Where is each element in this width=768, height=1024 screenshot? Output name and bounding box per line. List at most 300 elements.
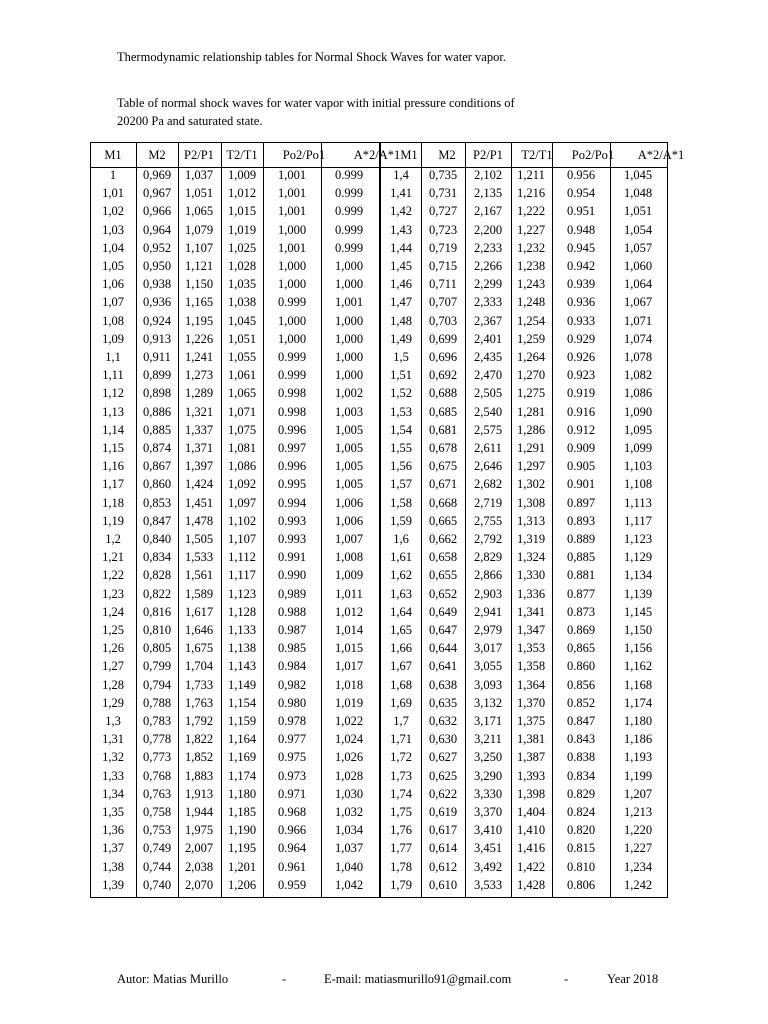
table-cell: 1,36 [102, 823, 124, 838]
table-cell: 1,763 [184, 695, 214, 710]
table-cell: 1,04 [102, 240, 124, 255]
column-header: A*2/A*1 [353, 148, 401, 162]
table-cell: 1,123 [227, 586, 257, 601]
table-cell: 2,575 [473, 422, 503, 437]
table-cell: 0.987 [277, 623, 307, 637]
table-cell: 1,617 [184, 604, 214, 619]
table-cell: 1,227 [516, 222, 546, 237]
table-cell: 1,156 [623, 641, 653, 656]
table-cell: 1,371 [184, 441, 214, 455]
table-cell: 1,107 [184, 240, 214, 255]
column-header: T2/T1 [521, 148, 553, 162]
table-cell: 1,29 [102, 695, 124, 710]
table-cell: 0,886 [142, 404, 172, 419]
table-cell: 1,5 [393, 350, 409, 364]
table-description [117, 94, 587, 130]
table-cell: 2,505 [473, 386, 503, 401]
column-rule [552, 143, 553, 897]
table-cell: 1,159 [227, 714, 257, 728]
table-cell: 3,492 [473, 859, 503, 874]
table-cell: 0,853 [142, 495, 172, 510]
table-cell: 1,143 [227, 659, 257, 674]
table-cell: 0,924 [142, 313, 172, 328]
table-cell: 1,65 [390, 623, 412, 637]
table-cell: 1,139 [623, 586, 653, 601]
table-cell: 1,64 [390, 604, 412, 619]
footer-year: Year 2018 [607, 972, 659, 986]
table-cell: 0,675 [428, 459, 458, 474]
table-cell: 1,2 [105, 532, 121, 546]
table-cell: 0.993 [277, 532, 307, 546]
table-cell: 1,347 [516, 623, 546, 637]
table-cell: 1,206 [227, 877, 257, 892]
table-cell: 1,164 [227, 732, 257, 747]
table-cell: 1,66 [390, 641, 412, 656]
table-cell: 0,625 [428, 768, 458, 783]
table-cell: 0,788 [142, 695, 172, 710]
table-cell: 0.815 [566, 841, 596, 856]
table-cell: 1,358 [516, 659, 546, 674]
table-cell: 0.936 [566, 295, 596, 310]
table-cell: 1,195 [184, 313, 214, 328]
table-cell: 1,416 [516, 841, 546, 856]
table-cell: 1,005 [334, 459, 364, 474]
table-cell: 1,73 [390, 768, 412, 783]
table-cell: 1,024 [334, 732, 364, 747]
table-cell: 0,913 [142, 331, 172, 346]
table-cell: 0.824 [566, 805, 596, 819]
column-header: M1 [400, 148, 418, 162]
table-cell: 1,792 [184, 714, 214, 728]
table-cell: 2,866 [473, 568, 503, 583]
intro-line-2: 20200 Pa and saturated state. [117, 114, 263, 128]
table-cell: 1,53 [390, 404, 412, 419]
table-cell: 1,009 [227, 168, 257, 182]
table-cell: 1,364 [516, 677, 546, 692]
footer-email: E-mail: matiasmurillo91@gmail.com [324, 972, 512, 986]
table-cell: 1,022 [334, 714, 364, 728]
table-cell: 0,696 [428, 350, 458, 364]
table-cell: 0,834 [142, 550, 172, 565]
table-cell: 1,254 [516, 313, 546, 328]
table-cell: 1,31 [102, 732, 124, 747]
table-cell: 1,51 [390, 368, 412, 383]
table-cell: 1,341 [516, 604, 546, 619]
table-cell: 0,911 [143, 350, 171, 364]
table-cell: 1,064 [623, 277, 653, 292]
table-cell: 1,000 [334, 350, 364, 364]
table-cell: 1,222 [516, 204, 546, 219]
column-rule [321, 143, 322, 897]
table-cell: 1,123 [623, 532, 653, 546]
table-cell: 1,129 [623, 550, 653, 565]
table-cell: 1,003 [334, 404, 364, 419]
table-cell: 1,646 [184, 623, 214, 637]
table-cell: 2,007 [184, 841, 214, 856]
table-cell: 1,49 [390, 331, 412, 346]
table-cell: 1,79 [390, 877, 412, 892]
table-cell: 0,688 [428, 386, 458, 401]
table-cell: 1,11 [102, 368, 124, 383]
table-cell: 2,540 [473, 404, 503, 419]
table-cell: 1,086 [227, 459, 257, 474]
document-title: Thermodynamic relationship tables for Normal Shock Waves for water vapor. [117, 50, 506, 64]
table-cell: 1,337 [184, 422, 214, 437]
table-cell: 0.999 [334, 168, 364, 182]
table-cell: 2,233 [473, 240, 503, 255]
table-cell: 0.847 [566, 714, 596, 728]
table-cell: 1,000 [277, 313, 307, 328]
table-cell: 0.912 [566, 422, 596, 437]
table-cell: 1,018 [334, 677, 364, 692]
table-cell: 1,227 [623, 841, 653, 856]
table-cell: 1,286 [516, 422, 546, 437]
table-cell: 1,015 [227, 204, 257, 219]
table-cell: 1,05 [102, 259, 124, 273]
table-cell: 1,001 [334, 295, 364, 310]
table-cell: 1,138 [227, 641, 257, 656]
table-cell: 1,410 [516, 823, 546, 838]
table-cell: 0,952 [142, 240, 172, 255]
table-cell: 1,822 [184, 732, 214, 747]
table-cell: 1,428 [516, 877, 546, 892]
table-cell: 0,938 [142, 277, 172, 292]
table-cell: 1,150 [184, 277, 214, 292]
table-cell: 0.901 [566, 477, 596, 492]
table-cell: 1,000 [334, 331, 364, 346]
table-cell: 1,174 [623, 695, 653, 710]
shock-wave-table [90, 142, 685, 898]
table-cell: 0.877 [566, 586, 596, 601]
table-cell: 0.975 [277, 750, 307, 765]
table-cell: 0.997 [277, 441, 307, 455]
table-cell: 0.996 [277, 422, 307, 437]
table-cell: 3,451 [473, 841, 503, 856]
table-cell: 0,840 [142, 532, 172, 546]
table-cell: 1,045 [227, 313, 257, 328]
table-cell: 0,723 [428, 222, 458, 237]
table-cell: 1,207 [623, 786, 653, 801]
table-cell: 1,308 [516, 495, 546, 510]
table-cell: 3,410 [473, 823, 503, 838]
table-cell: 1,561 [184, 568, 214, 583]
table-cell: 1,505 [184, 532, 214, 546]
table-cell: 0.820 [566, 823, 596, 838]
table-cell: 2,792 [473, 532, 503, 546]
table-cell: 0.843 [566, 732, 596, 747]
table-cell: 0,966 [142, 204, 172, 219]
table-cell: 1,37 [102, 841, 124, 856]
table-cell: 0.939 [566, 277, 596, 292]
table-cell: 2,646 [473, 459, 503, 474]
table-cell: 1,77 [390, 841, 412, 856]
table-cell: 1,180 [227, 786, 257, 801]
table-cell: 1,095 [623, 422, 653, 437]
table-cell: 0,749 [142, 841, 172, 856]
table-cell: 1,291 [516, 441, 546, 455]
table-cell: 1,02 [102, 204, 124, 219]
table-cell: 0.968 [277, 805, 307, 819]
table-cell: 0.994 [277, 495, 307, 510]
table-cell: 1,45 [390, 259, 412, 273]
table-cell: 1,264 [516, 350, 546, 364]
table-cell: 1,030 [334, 786, 364, 801]
table-cell: 1,675 [184, 641, 214, 656]
table-cell: 0,619 [428, 805, 458, 819]
table-cell: 1,25 [102, 623, 124, 637]
table-cell: 0.999 [277, 350, 307, 364]
table-cell: 2,611 [474, 441, 502, 455]
table-cell: 2,682 [473, 477, 503, 492]
table-cell: 0,678 [428, 441, 458, 455]
table-cell: 2,070 [184, 877, 214, 892]
table-cell: 0,847 [142, 513, 172, 528]
table-cell: 1,006 [334, 495, 364, 510]
table-cell: 0,898 [142, 386, 172, 401]
table-cell: 2,200 [473, 222, 503, 237]
table-cell: 1,117 [624, 513, 652, 528]
table-cell: 1,24 [102, 604, 124, 619]
table-cell: 0,715 [428, 259, 458, 273]
table-cell: 1,375 [516, 714, 546, 728]
table-cell: 0.999 [334, 240, 364, 255]
table-cell: 3,132 [473, 695, 503, 710]
table-cell: 1,075 [227, 422, 257, 437]
table-cell: 1,975 [184, 823, 214, 838]
table-cell: 0.973 [277, 768, 307, 783]
table-cell: 0.999 [277, 295, 307, 310]
table-cell: 1,012 [227, 186, 257, 201]
table-cell: 1,21 [102, 550, 124, 565]
table-cell: 1,051 [623, 204, 653, 219]
table-cell: 1,005 [334, 422, 364, 437]
table-cell: 0.956 [566, 168, 596, 182]
table-cell: 1,324 [516, 550, 546, 565]
table-cell: 0.893 [566, 513, 596, 528]
table-cell: 1,733 [184, 677, 214, 692]
table-cell: 0,740 [142, 877, 172, 892]
table-cell: 1,39 [102, 877, 124, 892]
table-cell: 1,032 [334, 805, 364, 819]
table-cell: 1,193 [623, 750, 653, 765]
table-cell: 0,794 [142, 677, 172, 692]
table-cell: 1,68 [390, 677, 412, 692]
table-cell: 1,319 [516, 532, 546, 546]
table-cell: 0,967 [142, 186, 172, 201]
table-cell: 1,61 [390, 550, 412, 565]
table-cell: 1,103 [623, 459, 653, 474]
table-cell: 0,989 [277, 586, 307, 601]
table-cell: 0.929 [566, 331, 596, 346]
table-cell: 1,54 [390, 422, 412, 437]
table-cell: 0.852 [566, 695, 596, 710]
table-cell: 0.923 [566, 368, 596, 383]
table-cell: 0,638 [428, 677, 458, 692]
table-cell: 0.810 [566, 859, 596, 874]
table-cell: 0.860 [566, 659, 596, 674]
table-cell: 1,09 [102, 331, 124, 346]
table-cell: 2,829 [473, 550, 503, 565]
table-cell: 1,913 [184, 786, 214, 801]
table-cell: 1,028 [227, 259, 257, 273]
table-cell: 0.998 [277, 404, 307, 419]
table-cell: 1,451 [184, 495, 214, 510]
table-cell: 1,270 [516, 368, 546, 383]
table-cell: 1,078 [623, 350, 653, 364]
table-cell: 1,001 [277, 204, 307, 219]
table-cell: 1,112 [228, 550, 256, 565]
table-cell: 0.838 [566, 750, 596, 765]
table-cell: 3,171 [473, 714, 503, 728]
table-cell: 1,220 [623, 823, 653, 838]
table-cell: 1,243 [516, 277, 546, 292]
table-cell: 1,4 [393, 168, 409, 182]
table-cell: 1,019 [227, 222, 257, 237]
table-cell: 1,001 [277, 240, 307, 255]
table-cell: 2,941 [473, 604, 503, 619]
table-cell: 1,852 [184, 750, 214, 765]
table-cell: 1,107 [227, 532, 257, 546]
table-cell: 1,56 [390, 459, 412, 474]
table-cell: 1,162 [623, 659, 653, 674]
table-cell: 1,01 [102, 186, 124, 201]
table-cell: 1,33 [102, 768, 124, 783]
table-cell: 0,671 [428, 477, 458, 492]
table-cell: 1,58 [390, 495, 412, 510]
table-cell: 1,63 [390, 586, 412, 601]
table-cell: 1,424 [184, 477, 214, 492]
table-cell: 0,874 [142, 441, 172, 455]
table-cell: 1,41 [390, 186, 412, 201]
table-cell: 1,092 [227, 477, 257, 492]
table-cell: 1,006 [334, 513, 364, 528]
table-cell: 0.869 [566, 623, 596, 637]
table-cell: 0,699 [428, 331, 458, 346]
table-cell: 0,662 [428, 532, 458, 546]
table-cell: 2,719 [473, 495, 503, 510]
table-cell: 1,19 [102, 513, 124, 528]
table-cell: 0,860 [142, 477, 172, 492]
table-cell: 3,250 [473, 750, 503, 765]
table-cell: 1 [109, 168, 117, 182]
table-cell: 0,969 [142, 168, 172, 182]
table-cell: 1,034 [334, 823, 364, 838]
table-cell: 0,614 [428, 841, 458, 856]
table-cell: 0.916 [566, 404, 596, 419]
table-cell: 3,211 [474, 732, 502, 747]
table-cell: 1,201 [227, 859, 257, 874]
table-cell: 0.999 [334, 186, 364, 201]
table-cell: 1,59 [390, 513, 412, 528]
table-cell: 2,367 [473, 313, 503, 328]
table-cell: 0,982 [277, 677, 307, 692]
table-cell: 1,000 [334, 277, 364, 292]
table-cell: 0,649 [428, 604, 458, 619]
table-cell: 0,630 [428, 732, 458, 747]
table-cell: 0,768 [142, 768, 172, 783]
table-cell: 1,028 [334, 768, 364, 783]
table-cell: 1,78 [390, 859, 412, 874]
table-cell: 1,259 [516, 331, 546, 346]
table-cell: 1,69 [390, 695, 412, 710]
table-cell: 0,622 [428, 786, 458, 801]
table-cell: 2,903 [473, 586, 503, 601]
table-cell: 0,828 [142, 568, 172, 583]
table-cell: 0.834 [566, 768, 596, 783]
table-cell: 1,944 [184, 805, 214, 819]
table-cell: 1,330 [516, 568, 546, 583]
column-rule [263, 143, 264, 897]
table-cell: 0,936 [142, 295, 172, 310]
table-cell: 1,08 [102, 313, 124, 328]
table-cell: 0.948 [566, 222, 596, 237]
table-cell: 1,169 [227, 750, 257, 765]
table-cell: 0.999 [277, 368, 307, 383]
table-cell: 1,000 [277, 259, 307, 273]
table-cell: 1,241 [184, 350, 214, 364]
table-cell: 0,647 [428, 623, 458, 637]
table-cell: 1,185 [227, 805, 257, 819]
table-cell: 1,398 [516, 786, 546, 801]
table-cell: 0,610 [428, 877, 458, 892]
column-header: Po2/Po1 [282, 148, 326, 162]
column-header: P2/P1 [184, 148, 214, 162]
table-cell: 0.881 [566, 568, 596, 583]
table-cell: 0,632 [428, 714, 458, 728]
table-cell: 1,000 [334, 313, 364, 328]
table-cell: 1,012 [334, 604, 364, 619]
table-cell: 1,000 [334, 368, 364, 383]
table-cell: 0,692 [428, 368, 458, 383]
table-cell: 0,731 [428, 186, 458, 201]
table-cell: 1,12 [102, 386, 124, 401]
table-cell: 1,079 [184, 222, 214, 237]
table-cell: 1,393 [516, 768, 546, 783]
table-cell: 1,154 [227, 695, 257, 710]
table-cell: 1,242 [623, 877, 653, 892]
table-cell: 1,213 [623, 805, 653, 819]
table-cell: 3,055 [473, 659, 503, 674]
column-rule [421, 143, 422, 897]
table-cell: 1,353 [516, 641, 546, 656]
table-cell: 1,097 [227, 495, 257, 510]
table-cell: 1,051 [227, 331, 257, 346]
table-cell: 0,707 [428, 295, 458, 310]
table-cell: 1,045 [623, 168, 653, 182]
table-cell: 0,885 [566, 550, 596, 565]
table-cell: 1,017 [334, 659, 364, 674]
table-cell: 1,134 [623, 568, 653, 583]
table-cell: 1,150 [623, 623, 653, 637]
table-cell: 1,057 [623, 240, 653, 255]
table-cell: 1,18 [102, 495, 124, 510]
table-cell: 1,74 [390, 786, 412, 801]
table-cell: 0,652 [428, 586, 458, 601]
table-cell: 1,06 [102, 277, 124, 292]
table-cell: 3,330 [473, 786, 503, 801]
table-cell: 0,799 [142, 659, 172, 674]
table-cell: 1,015 [334, 641, 364, 656]
table-cell: 1,704 [184, 659, 214, 674]
table-cell: 1,38 [102, 859, 124, 874]
table-cell: 1,035 [227, 277, 257, 292]
table-cell: 3,093 [473, 677, 503, 692]
table-cell: 0.942 [566, 259, 596, 273]
table-cell: 1,180 [623, 714, 653, 728]
table-cell: 1,27 [102, 659, 124, 674]
table-cell: 0.985 [277, 641, 307, 656]
table-cell: 0.984 [277, 659, 307, 674]
